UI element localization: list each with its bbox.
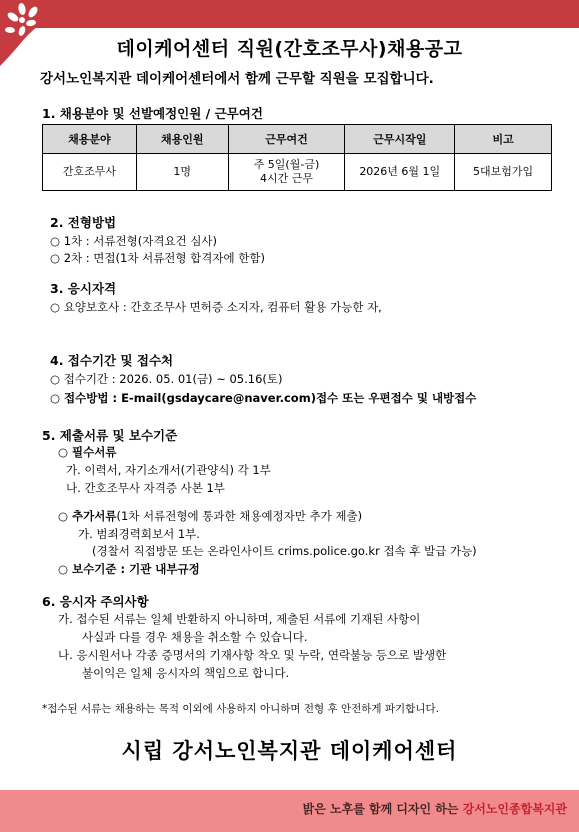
- footer-slogan: [303, 800, 567, 817]
- page-subtitle: 강서노인복지관 데이케어센터에서 함께 근무할 직원을 모집합니다.: [40, 71, 434, 87]
- slogan-org: 강서노인종합복지관: [462, 802, 567, 816]
- pay-standard: ○ 보수기준 : 기관 내부규정: [58, 562, 200, 576]
- slogan-text: 밝은 노후를 함께 디자인 하는: [302, 802, 463, 816]
- list-item: 나. 간호조무사 자격증 사본 1부: [66, 481, 225, 495]
- section-heading-1: 1. 채용분야 및 선발예정인원 / 근무여건: [42, 106, 263, 121]
- table-cell-field: 간호조무사: [43, 154, 137, 191]
- additional-docs-label: ○ 추가서류: [58, 509, 117, 523]
- table-header-cell: 비고: [455, 125, 552, 154]
- list-item: 가. 이력서, 자기소개서(기관양식) 각 1부: [66, 463, 271, 477]
- caution-line: 가. 접수된 서류는 일체 반환하지 아니하며, 제출된 서류에 기재된 사항이: [58, 612, 421, 626]
- additional-docs: [58, 508, 362, 524]
- list-item: 가. 범죄경력회보서 1부.: [78, 527, 200, 541]
- section-heading-4: 4. 접수기간 및 접수처: [50, 353, 174, 368]
- table-cell-start-date: 2026년 6월 1일: [345, 154, 455, 191]
- recruitment-table: [42, 124, 552, 191]
- conditions-line-2: 4시간 근무: [259, 172, 313, 185]
- table-cell-count: 1명: [136, 154, 228, 191]
- table-header-cell: 근무시작일: [345, 125, 455, 154]
- footnote: *접수된 서류는 채용하는 목적 이외에 사용하지 아니하며 전형 후 안전하게 파기합니다.: [42, 703, 439, 715]
- section-heading-6: 6. 응시자 주의사항: [42, 594, 149, 609]
- conditions-line-1: 주 5일(월-금): [253, 158, 320, 171]
- required-docs-label: ○ 필수서류: [58, 445, 117, 459]
- application-method: ○ 접수방법 : E-mail(gsdaycare@naver.com)접수 또는 우편접수 및 내방접수: [50, 391, 477, 405]
- caution-line: 불이익은 일체 응시자의 책임으로 합니다.: [82, 666, 290, 680]
- additional-docs-note: (1차 서류전형에 통과한 채용예정자만 추가 제출): [116, 509, 363, 523]
- caution-line: 나. 응시원서나 각종 증명서의 기재사항 착오 및 누락, 연락불능 등으로 발생한: [58, 648, 447, 662]
- list-item: ○ 2차 : 면접(1차 서류전형 합격자에 한함): [50, 251, 265, 265]
- list-item: ○ 1차 : 서류전형(자격요건 심사): [50, 234, 218, 248]
- section-heading-3: 3. 응시자격: [50, 281, 117, 296]
- list-item: ○ 요양보호사 : 간호조무사 면허증 소지자, 컴퓨터 활용 가능한 자,: [50, 300, 382, 314]
- page-title: 데이케어센터 직원(간호조무사)채용공고: [116, 38, 463, 60]
- caution-line: 사실과 다를 경우 채용을 취소할 수 있습니다.: [82, 630, 308, 644]
- top-banner: [0, 0, 579, 28]
- table-header-cell: 채용분야: [43, 125, 137, 154]
- table-header-cell: 채용인원: [136, 125, 228, 154]
- organization-name: 시립 강서노인복지관 데이케어센터: [121, 739, 458, 763]
- table-header-cell: 근무여건: [228, 125, 345, 154]
- section-heading-2: 2. 전형방법: [50, 215, 117, 230]
- application-period: ○ 접수기간 : 2026. 05. 01(금) ~ 05.16(토): [50, 372, 283, 386]
- additional-docs-detail: (경찰서 직접방문 또는 온라인사이트 crims.police.go.kr 접속 후 발급 가능): [92, 544, 477, 558]
- table-row: [43, 154, 552, 191]
- table-cell-note: 5대보험가입: [455, 154, 552, 191]
- section-heading-5: 5. 제출서류 및 보수기준: [42, 428, 178, 443]
- table-header-row: [43, 125, 552, 154]
- table-cell-conditions: [228, 154, 345, 191]
